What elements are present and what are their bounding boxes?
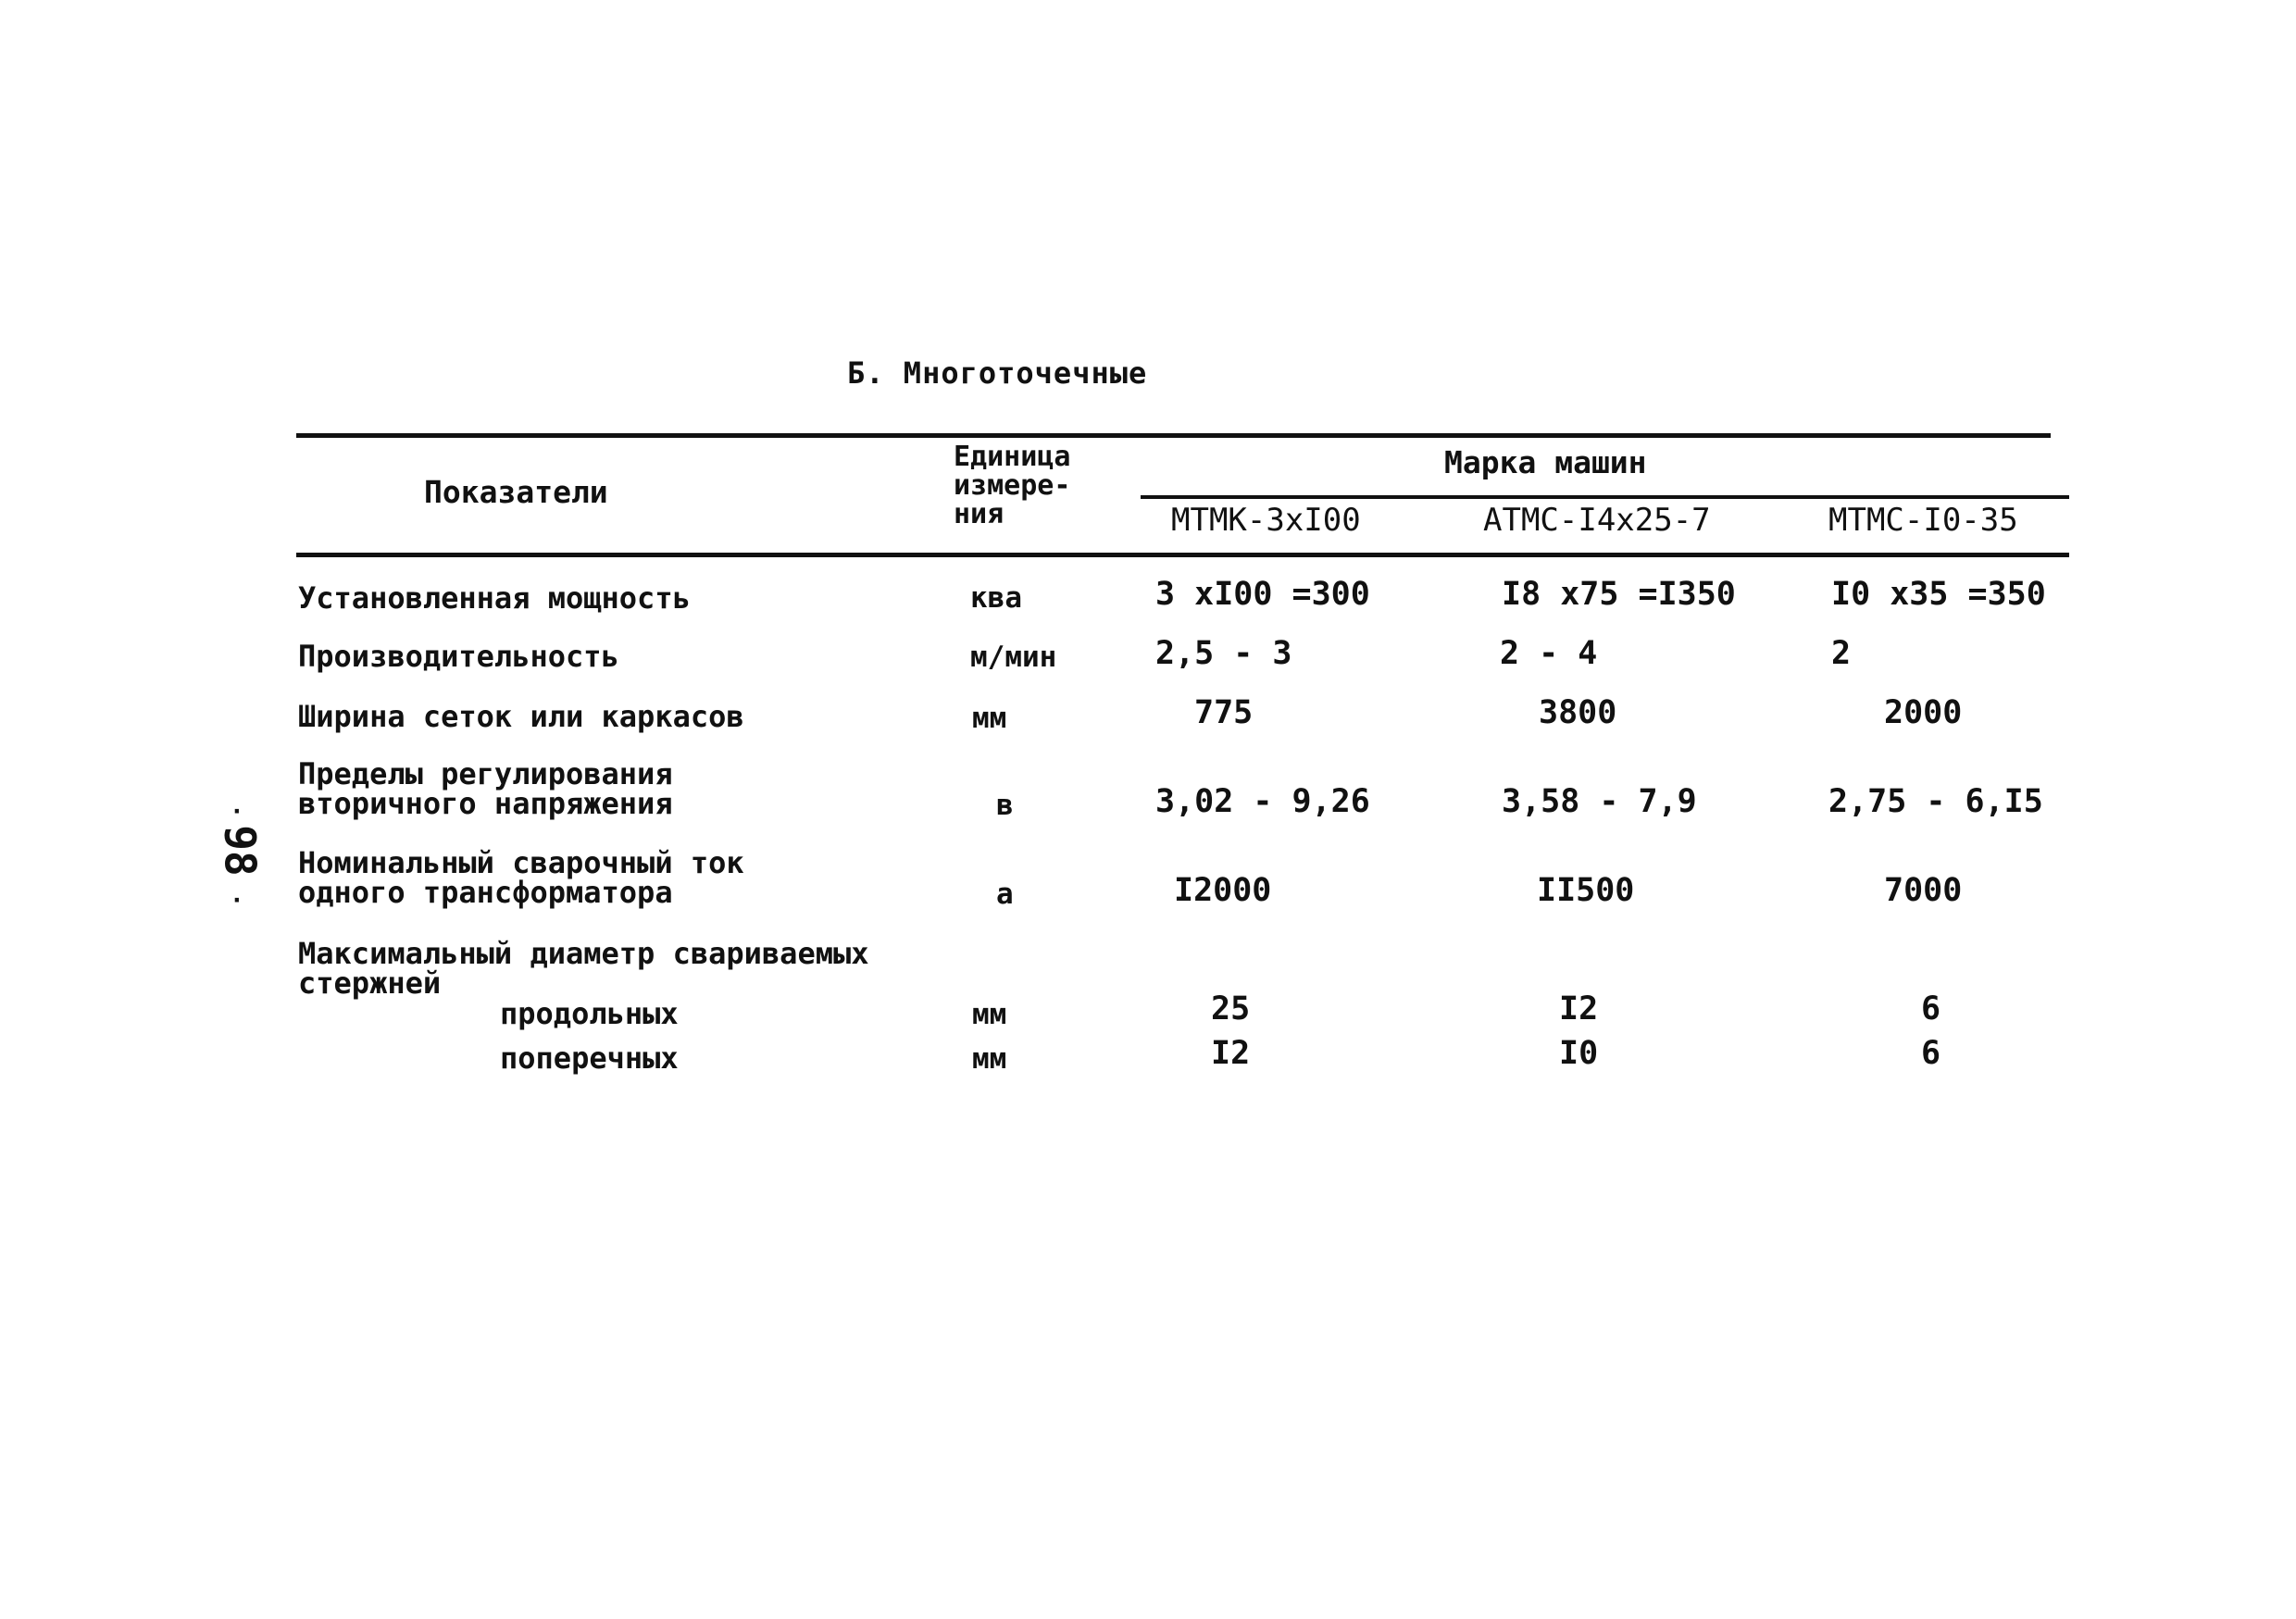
row-value-model-3: 6 — [1921, 990, 1941, 1027]
header-divider-rule — [1141, 495, 2069, 499]
header-parameter: Показатели — [424, 474, 608, 510]
header-model-1: МТМК-3хI00 — [1171, 502, 1361, 539]
header-bottom-rule — [296, 553, 2069, 557]
row-value-model-2: 2 - 4 — [1500, 635, 1598, 672]
row-unit: мм — [972, 998, 1007, 1031]
row-value-model-1: I2 — [1211, 1035, 1251, 1072]
row-value-model-1: I2000 — [1174, 872, 1272, 909]
header-unit: Единица измере- ния — [954, 441, 1071, 530]
row-unit: мм — [972, 702, 1007, 735]
row-value-model-3: 2 — [1831, 635, 1852, 672]
row-label: продольных — [500, 996, 679, 1031]
row-value-model-3: 2000 — [1884, 694, 1963, 731]
row-value-model-3: 2,75 - 6,I5 — [1828, 783, 2043, 820]
row-value-model-1: 775 — [1194, 694, 1254, 731]
row-label: Установленная мощность — [298, 580, 691, 616]
section-title: Б. Многоточечные — [847, 355, 1148, 391]
row-label: Максимальный диаметр свариваемых стержней — [298, 936, 869, 1001]
row-label: Ширина сеток или каркасов — [298, 699, 744, 734]
page-number-value: 98 — [215, 825, 266, 877]
row-value-model-2: I0 — [1559, 1035, 1599, 1072]
row-value-model-3: I0 х35 =350 — [1831, 576, 2046, 613]
row-value-model-2: II500 — [1537, 872, 1635, 909]
header-model-3: МТМС-I0-35 — [1828, 502, 2018, 539]
row-value-model-2: 3800 — [1539, 694, 1617, 731]
row-value-model-1: 3 хI00 =300 — [1155, 576, 1370, 613]
row-value-model-3: 7000 — [1884, 872, 1963, 909]
row-unit: в — [996, 789, 1014, 822]
page-number: · 98 · — [215, 798, 266, 915]
row-value-model-2: I8 х75 =I350 — [1502, 576, 1736, 613]
header-model-2: АТМС-I4х25-7 — [1483, 502, 1711, 539]
row-value-model-3: 6 — [1921, 1035, 1941, 1072]
header-brand-group: Марка машин — [1444, 444, 1647, 480]
row-unit: ква — [970, 581, 1022, 615]
row-unit: м/мин — [970, 641, 1057, 674]
row-unit: мм — [972, 1042, 1007, 1076]
row-label: Производительность — [298, 639, 619, 674]
row-label: поперечных — [500, 1040, 679, 1076]
row-value-model-1: 3,02 - 9,26 — [1155, 783, 1370, 820]
row-label: Пределы регулирования вторичного напряжения — [298, 756, 673, 821]
row-value-model-2: I2 — [1559, 990, 1599, 1027]
row-label: Номинальный сварочный ток одного трансформатора — [298, 845, 744, 910]
row-unit: а — [996, 878, 1014, 911]
row-value-model-1: 25 — [1211, 990, 1251, 1027]
row-value-model-2: 3,58 - 7,9 — [1502, 783, 1697, 820]
row-value-model-1: 2,5 - 3 — [1155, 635, 1292, 672]
table-top-rule — [296, 433, 2051, 438]
